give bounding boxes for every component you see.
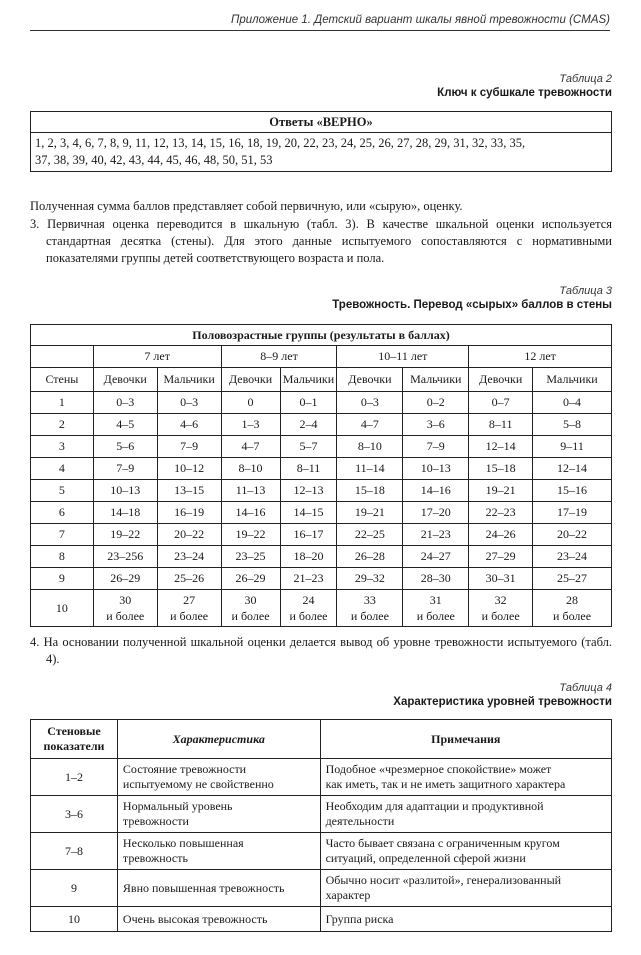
score-cell: 1–3	[221, 414, 280, 436]
score-cell: 7–9	[93, 458, 157, 480]
score-cell: 2–4	[280, 414, 337, 436]
score-cell: 26–29	[93, 568, 157, 590]
anxiety-levels-table	[30, 719, 612, 932]
score-cell: 11–14	[337, 458, 403, 480]
score-value: 32	[494, 593, 507, 607]
and-more-label: и более	[170, 609, 209, 623]
sten-range-cell: 7–8	[31, 833, 118, 870]
sten-range-cell: 1–2	[31, 759, 118, 796]
score-cell: 21–23	[280, 568, 337, 590]
table-row	[31, 590, 612, 627]
score-cell: 20–22	[533, 524, 612, 546]
notes-cell	[320, 759, 611, 796]
table-row	[31, 524, 612, 546]
table-row	[31, 458, 612, 480]
score-cell: 19–21	[337, 502, 403, 524]
sten-cell: 9	[31, 568, 94, 590]
sten-cell: 8	[31, 546, 94, 568]
cell-line: Группа риска	[325, 911, 394, 926]
score-cell: 26–29	[221, 568, 280, 590]
sten-range-cell: 10	[31, 907, 118, 932]
score-cell: 23–24	[533, 546, 612, 568]
notes-cell	[320, 796, 611, 833]
age-7-header: 7 лет	[93, 346, 221, 368]
score-cell: 23–24	[157, 546, 221, 568]
characteristic-cell	[117, 907, 320, 932]
characteristic-cell	[117, 870, 320, 907]
stens-column-header: Стены	[31, 368, 94, 392]
answer-key-items	[31, 133, 612, 172]
sten-indicators-header	[31, 720, 118, 759]
cell-line: тревожности	[122, 814, 189, 828]
table4-title: Характеристика уровней тревожности	[393, 696, 612, 708]
sten-range-cell: 9	[31, 870, 118, 907]
and-more-label: и более	[106, 609, 145, 623]
header-line: показатели	[43, 739, 105, 753]
and-more-label: и более	[553, 609, 592, 623]
score-cell: 25–27	[533, 568, 612, 590]
cell-line: как иметь, так и не иметь защитного характера	[325, 777, 566, 791]
score-cell: 16–17	[280, 524, 337, 546]
score-cell	[533, 590, 612, 627]
score-cell: 21–23	[403, 524, 469, 546]
score-cell: 8–11	[469, 414, 533, 436]
score-cell: 30–31	[469, 568, 533, 590]
score-cell: 12–13	[280, 480, 337, 502]
score-cell	[403, 590, 469, 627]
and-more-label: и более	[350, 609, 389, 623]
table2-caption	[437, 73, 612, 100]
score-cell: 4–5	[93, 414, 157, 436]
and-more-label: и более	[231, 609, 270, 623]
score-cell: 20–22	[157, 524, 221, 546]
score-cell	[280, 590, 337, 627]
and-more-label: и более	[416, 609, 455, 623]
sten-range-cell: 3–6	[31, 796, 118, 833]
score-value: 27	[183, 593, 196, 607]
paragraph-step4: 4. На основании полученной шкальной оценки делается вывод об уровне тревожности испытуемого (табл. 4).	[30, 635, 612, 666]
score-cell: 12–14	[469, 436, 533, 458]
score-cell: 13–15	[157, 480, 221, 502]
score-cell: 0–3	[93, 392, 157, 414]
score-cell: 0–4	[533, 392, 612, 414]
paragraph-step3: 3. Первичная оценка переводится в шкальную (табл. 3). В качестве шкальной оценки используется стандартная десятка (стены). Для этого данные испытуемого сопоставляются с нормативными показателями группы детей соответствующего возраста и пола.	[30, 217, 612, 265]
score-cell: 11–13	[221, 480, 280, 502]
score-cell: 7–9	[157, 436, 221, 458]
score-cell: 7–9	[403, 436, 469, 458]
score-cell	[469, 590, 533, 627]
boys-column-header: Мальчики	[157, 368, 221, 392]
table4-number: Таблица 4	[559, 682, 612, 694]
score-cell: 24–27	[403, 546, 469, 568]
score-cell: 29–32	[337, 568, 403, 590]
table-row	[31, 833, 612, 870]
characteristic-cell	[117, 796, 320, 833]
table2-title: Ключ к субшкале тревожности	[437, 87, 612, 99]
score-cell: 19–22	[93, 524, 157, 546]
score-cell: 9–11	[533, 436, 612, 458]
cell-line: Необходим для адаптации и продуктивной	[325, 799, 544, 813]
sten-cell: 6	[31, 502, 94, 524]
notes-cell	[320, 870, 611, 907]
score-cell	[221, 590, 280, 627]
score-cell: 18–20	[280, 546, 337, 568]
score-cell: 23–256	[93, 546, 157, 568]
boys-column-header: Мальчики	[403, 368, 469, 392]
table3-caption	[332, 285, 612, 312]
sten-cell: 3	[31, 436, 94, 458]
table-row	[31, 502, 612, 524]
header-line: Стеновые	[47, 724, 101, 738]
table3-title: Тревожность. Перевод «сырых» баллов в стены	[332, 299, 612, 311]
score-cell: 10–13	[93, 480, 157, 502]
cell-line: Явно повышенная тревожность	[122, 880, 285, 895]
cell-line: тревожность	[122, 851, 188, 865]
girls-column-header: Девочки	[337, 368, 403, 392]
score-cell: 4–7	[221, 436, 280, 458]
score-cell: 4–7	[337, 414, 403, 436]
score-cell: 15–18	[337, 480, 403, 502]
score-cell: 14–18	[93, 502, 157, 524]
score-cell: 19–21	[469, 480, 533, 502]
score-cell: 0–2	[403, 392, 469, 414]
table2-number: Таблица 2	[559, 73, 612, 85]
score-cell: 0–7	[469, 392, 533, 414]
notes-cell	[320, 833, 611, 870]
score-cell: 22–25	[337, 524, 403, 546]
characteristic-cell	[117, 759, 320, 796]
paragraph-raw-score: Полученная сумма баллов представляет собой первичную, или «сырую», оценку.	[30, 199, 463, 213]
table3-number: Таблица 3	[559, 285, 612, 297]
score-cell: 8–11	[280, 458, 337, 480]
table-row	[31, 870, 612, 907]
answer-key-heading: Ответы «ВЕРНО»	[31, 112, 612, 133]
table-row	[31, 414, 612, 436]
girls-column-header: Девочки	[469, 368, 533, 392]
score-cell: 25–26	[157, 568, 221, 590]
score-cell: 15–16	[533, 480, 612, 502]
running-header: Приложение 1. Детский вариант шкалы явной тревожности (CMAS)	[30, 14, 610, 31]
boys-column-header: Мальчики	[533, 368, 612, 392]
score-value: 33	[363, 593, 376, 607]
sten-cell: 1	[31, 392, 94, 414]
score-value: 30	[244, 593, 257, 607]
table-row	[31, 796, 612, 833]
score-cell: 15–18	[469, 458, 533, 480]
girls-column-header: Девочки	[93, 368, 157, 392]
age-8-9-header: 8–9 лет	[221, 346, 337, 368]
score-cell: 12–14	[533, 458, 612, 480]
score-cell: 26–28	[337, 546, 403, 568]
boys-column-header: Мальчики	[280, 368, 337, 392]
score-cell: 4–6	[157, 414, 221, 436]
score-value: 30	[119, 593, 132, 607]
score-value: 31	[429, 593, 442, 607]
sten-cell: 10	[31, 590, 94, 627]
table4-caption	[393, 682, 612, 709]
cell-line: Часто бывает связана с ограниченным кругом	[325, 836, 560, 850]
characteristic-cell	[117, 833, 320, 870]
cell-line: деятельности	[325, 814, 395, 828]
age-10-11-header: 10–11 лет	[337, 346, 469, 368]
cell-line: Нормальный уровень	[122, 799, 233, 813]
score-cell: 0	[221, 392, 280, 414]
cell-line: Несколько повышенная	[122, 836, 244, 850]
score-cell: 8–10	[221, 458, 280, 480]
score-cell: 19–22	[221, 524, 280, 546]
answer-key-table	[30, 111, 612, 172]
score-cell: 17–20	[403, 502, 469, 524]
table-row	[31, 759, 612, 796]
score-cell: 0–3	[157, 392, 221, 414]
score-cell: 17–19	[533, 502, 612, 524]
sten-conversion-table	[30, 324, 612, 627]
cell-line: ситуаций, определенной сферой жизни	[325, 851, 526, 865]
table-row	[31, 907, 612, 932]
score-cell	[157, 590, 221, 627]
score-value: 24	[302, 593, 315, 607]
sten-cell: 7	[31, 524, 94, 546]
score-cell: 3–6	[403, 414, 469, 436]
cell-line: Состояние тревожности	[122, 762, 247, 776]
sten-cell: 4	[31, 458, 94, 480]
age-12-header: 12 лет	[469, 346, 612, 368]
and-more-label: и более	[289, 609, 328, 623]
girls-column-header: Девочки	[221, 368, 280, 392]
score-cell: 10–12	[157, 458, 221, 480]
table-row	[31, 568, 612, 590]
table-row	[31, 392, 612, 414]
answer-key-line: 37, 38, 39, 40, 42, 43, 44, 45, 46, 48, 50, 51, 53	[35, 153, 273, 167]
score-cell	[337, 590, 403, 627]
sten-cell: 2	[31, 414, 94, 436]
cell-line: характер	[325, 888, 371, 902]
empty-cell	[31, 346, 94, 368]
table-row	[31, 480, 612, 502]
score-cell: 28–30	[403, 568, 469, 590]
score-cell: 5–7	[280, 436, 337, 458]
score-cell	[93, 590, 157, 627]
score-cell: 14–16	[403, 480, 469, 502]
score-cell: 0–3	[337, 392, 403, 414]
group-header: Половозрастные группы (результаты в баллах)	[31, 325, 612, 346]
cell-line: Очень высокая тревожность	[122, 911, 268, 926]
characteristic-header: Характеристика	[117, 720, 320, 759]
answer-key-line: 1, 2, 3, 4, 6, 7, 8, 9, 11, 12, 13, 14, 15, 16, 18, 19, 20, 22, 23, 24, 25, 26, 27, 28, 29, 31, 32, 33, 35,	[35, 136, 526, 150]
sten-cell: 5	[31, 480, 94, 502]
cell-line: испытуемому не свойственно	[122, 777, 274, 791]
score-value: 28	[566, 593, 579, 607]
and-more-label: и более	[481, 609, 520, 623]
score-cell: 5–8	[533, 414, 612, 436]
notes-cell	[320, 907, 611, 932]
score-cell: 23–25	[221, 546, 280, 568]
score-cell: 0–1	[280, 392, 337, 414]
score-cell: 14–15	[280, 502, 337, 524]
score-cell: 24–26	[469, 524, 533, 546]
score-cell: 16–19	[157, 502, 221, 524]
score-cell: 8–10	[337, 436, 403, 458]
notes-header: Примечания	[320, 720, 611, 759]
score-cell: 22–23	[469, 502, 533, 524]
score-cell: 10–13	[403, 458, 469, 480]
score-cell: 27–29	[469, 546, 533, 568]
table-row	[31, 546, 612, 568]
score-cell: 14–16	[221, 502, 280, 524]
cell-line: Подобное «чрезмерное спокойствие» может	[325, 762, 552, 776]
table-row	[31, 436, 612, 458]
score-cell: 5–6	[93, 436, 157, 458]
cell-line: Обычно носит «разлитой», генерализованный	[325, 873, 562, 887]
